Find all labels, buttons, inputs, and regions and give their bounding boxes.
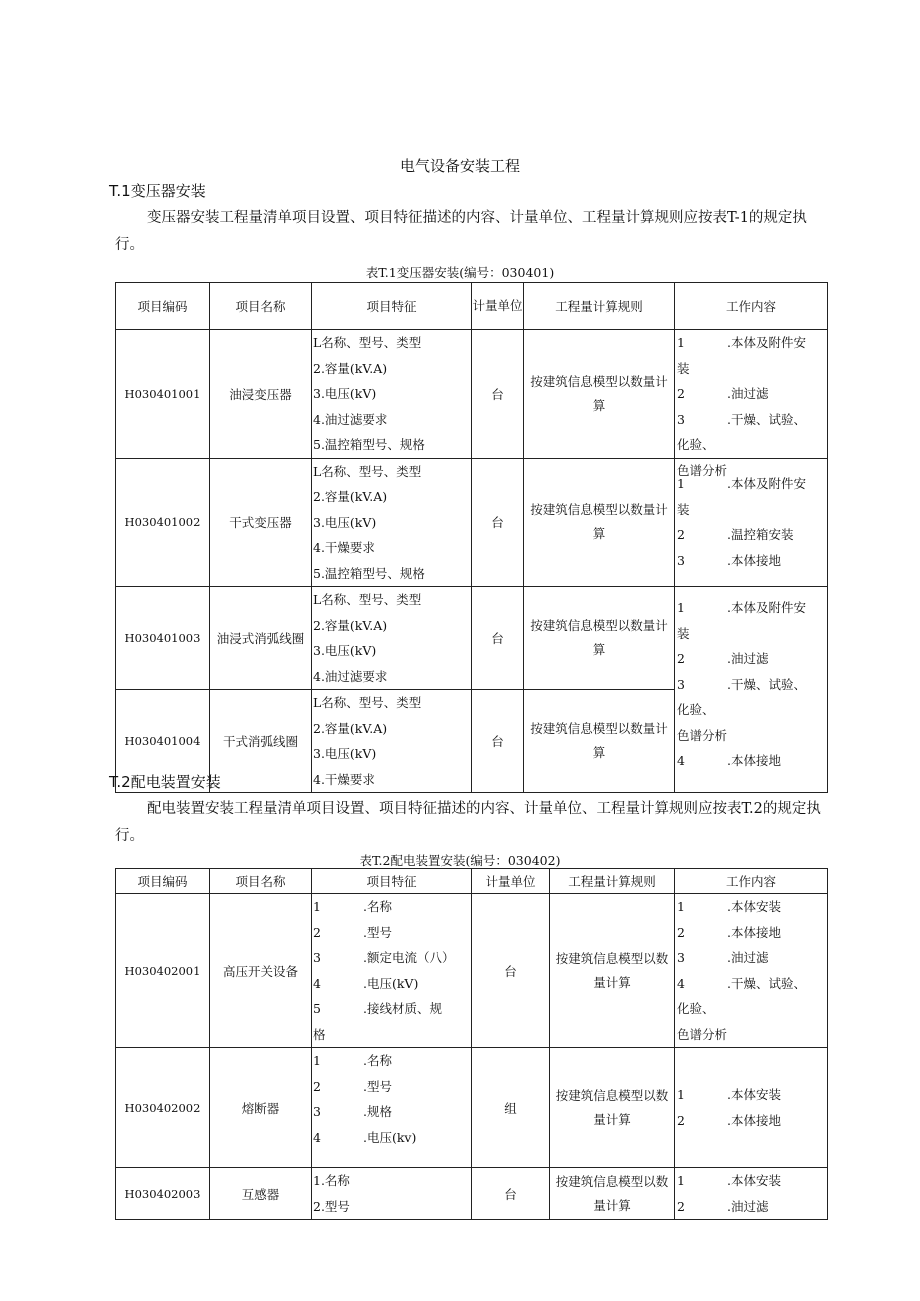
table-header-row [116, 869, 828, 894]
table-row [116, 894, 828, 1048]
item-features [312, 1048, 472, 1168]
item-code: H030402002 [116, 1048, 210, 1168]
item-unit: 台 [472, 690, 524, 793]
work-text: 化验、 [677, 437, 715, 452]
header-unit: 计量单位 [472, 869, 550, 894]
feature-line: 5.温控箱型号、规格 [313, 437, 425, 452]
table-caption-t2: 表T.2配电装置安装(编号：030402) [359, 853, 561, 868]
feature-text: .电压(kv) [363, 1129, 417, 1145]
work-text: 色谱分析 [677, 462, 728, 478]
work-text: .本体及附件安 [727, 335, 806, 350]
feature-text: .电压(kV) [363, 975, 419, 991]
work-text: .本体安装 [727, 1087, 781, 1102]
work-text: .本体及附件安 [727, 476, 806, 492]
item-work [675, 330, 828, 478]
section-heading-t2: T.2配电装置安装 [109, 773, 221, 791]
feature-line: 2.容量(kV.A) [313, 720, 388, 736]
feature-line: L名称、型号、类型 [313, 335, 422, 350]
feature-line: 3.电压(kV) [313, 643, 377, 658]
work-text: .本体接地 [727, 552, 781, 568]
feature-text: .规格 [363, 1104, 392, 1119]
work-text: .本体安装 [727, 1173, 781, 1188]
feature-line: 3.电压(kV) [313, 514, 377, 530]
work-text: 装 [677, 501, 690, 517]
feature-number: 2 [313, 1078, 321, 1094]
header-name: 项目名称 [210, 869, 312, 894]
feature-line: 2.型号 [313, 1198, 350, 1214]
item-code: H030402001 [116, 894, 210, 1048]
work-number: 1 [677, 600, 685, 615]
item-work [675, 1168, 828, 1220]
item-features [312, 587, 472, 690]
header-features: 项目特征 [312, 283, 472, 330]
feature-line: 4.油过滤要求 [313, 668, 388, 684]
table-caption-t1: 表T.1变压器安装(编号：030401) [365, 265, 555, 280]
work-text: .本体接地 [727, 1112, 781, 1128]
feature-line: 3.电压(kV) [313, 386, 377, 401]
work-text: .油过滤 [727, 651, 769, 666]
work-number: 1 [677, 1087, 685, 1102]
work-text: .油过滤 [727, 1198, 769, 1214]
feature-number: 1 [313, 1053, 321, 1068]
header-features: 项目特征 [312, 869, 472, 894]
header-rule: 工程量计算规则 [524, 283, 675, 330]
item-rule: 按建筑信息模型以数量计算 [550, 894, 675, 1048]
work-number: 2 [677, 527, 685, 543]
item-code: H030402003 [116, 1168, 210, 1220]
table-t1 [115, 282, 828, 793]
work-number: 1 [677, 899, 685, 914]
item-unit: 台 [472, 587, 524, 690]
work-number: 3 [677, 676, 685, 692]
item-work [675, 1048, 828, 1168]
feature-line: 2.容量(kV.A) [313, 489, 388, 504]
work-text: .本体接地 [727, 924, 781, 940]
work-text: 色谱分析 [677, 727, 728, 743]
feature-number: 1 [313, 899, 321, 914]
item-work [675, 894, 828, 1048]
table-row [116, 458, 828, 587]
feature-line: 5.温控箱型号、规格 [313, 565, 425, 581]
feature-line: 4.干燥要求 [313, 540, 375, 555]
header-code: 项目编码 [116, 283, 210, 330]
work-number: 2 [677, 386, 685, 401]
item-code: H030401001 [116, 330, 210, 459]
item-features [312, 1168, 472, 1220]
work-number: 4 [677, 975, 685, 991]
work-number: 2 [677, 1198, 685, 1214]
table-header-row [116, 283, 828, 330]
work-number: 3 [677, 411, 685, 427]
feature-number: 4 [313, 975, 321, 991]
section-paragraph-t2: 配电装置安装工程量清单项目设置、项目特征描述的内容、计量单位、工程量计算规则应按表T.2的规定执行。 [115, 801, 821, 844]
item-features [312, 330, 472, 459]
feature-line: 4.油过滤要求 [313, 411, 388, 427]
feature-text: .接线材质、规 [363, 1001, 442, 1016]
header-work: 工作内容 [675, 869, 828, 894]
work-number: 2 [677, 651, 685, 666]
work-number: 4 [677, 753, 685, 768]
item-features [312, 458, 472, 587]
table-row [116, 1168, 828, 1220]
item-name: 油浸式消弧线圈 [210, 587, 312, 690]
feature-number: 3 [313, 1104, 321, 1119]
item-rule: 按建筑信息模型以数量计算 [524, 690, 675, 793]
work-number: 1 [677, 476, 685, 492]
header-unit: 计量单位 [472, 283, 524, 330]
feature-line: 2.容量(kV.A) [313, 617, 388, 633]
section-paragraph-t1: 变压器安装工程量清单项目设置、项目特征描述的内容、计量单位、工程量计算规则应按表T-1的规定执行。 [115, 210, 807, 253]
item-name: 干式消弧线圈 [210, 690, 312, 793]
feature-number: 2 [313, 924, 321, 940]
work-text: 色谱分析 [677, 1026, 728, 1042]
item-name: 熔断器 [210, 1048, 312, 1168]
work-text: .干燥、试验、 [727, 411, 806, 427]
page-title: 电气设备安装工程 [399, 157, 520, 175]
item-name: 高压开关设备 [210, 894, 312, 1048]
work-text: .本体安装 [727, 899, 781, 914]
table-row [116, 330, 828, 459]
header-rule: 工程量计算规则 [550, 869, 675, 894]
feature-line: L名称、型号、类型 [313, 463, 422, 479]
feature-text: 格 [313, 1026, 326, 1042]
feature-number: 5 [313, 1001, 321, 1016]
item-rule: 按建筑信息模型以数量计算 [524, 458, 675, 587]
item-features [312, 690, 472, 793]
work-number: 3 [677, 552, 685, 568]
item-unit: 组 [472, 1048, 550, 1168]
item-name: 干式变压器 [210, 458, 312, 587]
item-features [312, 894, 472, 1048]
work-text: .本体及附件安 [727, 600, 806, 615]
header-code: 项目编码 [116, 869, 210, 894]
item-unit: 台 [472, 330, 524, 459]
feature-text: .型号 [363, 924, 392, 940]
item-rule: 按建筑信息模型以数量计算 [550, 1168, 675, 1220]
item-name: 油浸变压器 [210, 330, 312, 459]
work-number: 1 [677, 335, 685, 350]
item-code: H030401002 [116, 458, 210, 587]
feature-text: .型号 [363, 1078, 392, 1094]
work-number: 3 [677, 950, 685, 965]
work-number: 2 [677, 924, 685, 940]
item-code: H030401003 [116, 587, 210, 690]
work-text: 装 [677, 360, 690, 376]
item-unit: 台 [472, 894, 550, 1048]
feature-line: 1.名称 [313, 1173, 350, 1188]
work-number: 2 [677, 1112, 685, 1128]
work-text: .干燥、试验、 [727, 676, 806, 692]
table-row [116, 1048, 828, 1168]
header-work: 工作内容 [675, 283, 828, 330]
item-work [675, 458, 828, 587]
section-heading-t1: T.1变压器安装 [109, 182, 206, 200]
work-text: 装 [677, 625, 690, 641]
table-t2 [115, 868, 828, 1220]
item-work [675, 587, 828, 793]
item-rule: 按建筑信息模型以数量计算 [524, 587, 675, 690]
feature-number: 3 [313, 950, 321, 965]
feature-line: 3.电压(kV) [313, 746, 377, 761]
item-code: H030401004 [116, 690, 210, 793]
work-text: .油过滤 [727, 950, 769, 965]
feature-text: .名称 [363, 899, 392, 914]
table-row [116, 587, 828, 690]
item-name: 互感器 [210, 1168, 312, 1220]
feature-line: 2.容量(kV.A) [313, 360, 388, 376]
item-rule: 按建筑信息模型以数量计算 [524, 330, 675, 459]
work-text: .本体接地 [727, 753, 781, 768]
work-number: 1 [677, 1173, 685, 1188]
item-unit: 台 [472, 1168, 550, 1220]
work-text: 化验、 [677, 1001, 715, 1016]
feature-text: .名称 [363, 1053, 392, 1068]
work-text: 化验、 [677, 702, 715, 717]
work-text: .温控箱安装 [727, 527, 794, 543]
feature-line: L名称、型号、类型 [313, 695, 422, 710]
item-unit: 台 [472, 458, 524, 587]
work-text: .干燥、试验、 [727, 975, 806, 991]
item-rule: 按建筑信息模型以数量计算 [550, 1048, 675, 1168]
feature-number: 4 [313, 1129, 321, 1145]
feature-line: 4.干燥要求 [313, 771, 375, 787]
feature-line: L名称、型号、类型 [313, 592, 422, 607]
work-text: .油过滤 [727, 386, 769, 401]
header-name: 项目名称 [210, 283, 312, 330]
feature-text: .额定电流（八） [363, 950, 455, 965]
